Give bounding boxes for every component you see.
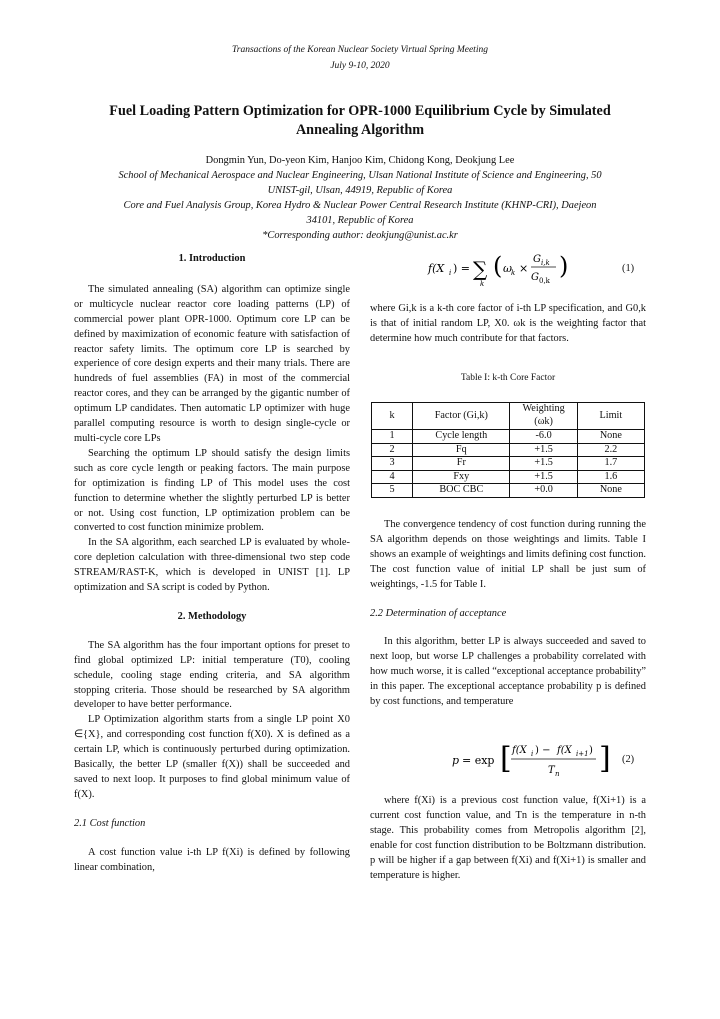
authors: Dongmin Yun, Do-yeon Kim, Hanjoo Kim, Chidong Kong, Deokjung Lee	[205, 155, 515, 166]
equation-2-number: (2)	[622, 754, 635, 765]
core-factor-table	[371, 402, 645, 498]
svg-text:i+1: i+1	[576, 750, 589, 758]
table-cell: 4	[372, 470, 413, 484]
svg-text:n: n	[555, 770, 560, 778]
table-cell: 1	[372, 430, 413, 444]
table-header-row	[372, 403, 645, 430]
equation-1-formula	[370, 248, 646, 288]
svg-text:i: i	[449, 269, 452, 277]
right-column-top	[370, 302, 646, 347]
intro-paragraph-1: The simulated annealing (SA) algorithm can optimize single or multicycle nuclear reactor core loading patterns (LP) of commercial power plant OPR-1000. Optimum core LP can be defined by maximization of economic feature with satisfaction of reactor safety limits. The optimum core LP is searched by experience of core design experts and their many trials. There are hundreds of fuel assemblies (FA) in most of the commercial reactor cores, and they can be arranged by the gigantic number of optimum LP candidates. Then automatic LP optimizer with huge parallel computing resource is worth to design single-cycle or multi-cycle core LPs	[74, 283, 350, 444]
table-cell: 1.6	[577, 470, 644, 484]
svg-text:]: ]	[599, 741, 611, 776]
svg-text:T: T	[548, 765, 555, 776]
table-cell: Fr	[413, 457, 510, 471]
methodology-paragraph-1: The SA algorithm has the four important options for preset to find global optimized LP: initial temperature (T0), cooling schedule, cooling stage ending criteria, and SA algorithm stopping criteria. Those should be researched by SA algorithm developer to have better performance.	[74, 639, 350, 711]
intro-paragraph-2: Searching the optimum LP should satisfy the design limits such as core cycle length or peaking factors. The main purpose for optimization is finding LP of This model uses the cost function to determine whether the slightly perturbed LP is better or not. Using cost function, LP optimization problem can be converted to cost function minimize problem.	[74, 447, 350, 534]
svg-text:(: (	[493, 252, 503, 280]
table-cell: +1.5	[510, 443, 577, 457]
table-cell: +1.5	[510, 457, 577, 471]
table-row	[372, 457, 645, 471]
title-line-2: Annealing Algorithm	[295, 122, 425, 138]
svg-text:i,k: i,k	[541, 259, 550, 267]
right-column-bottom	[370, 794, 646, 883]
svg-text:k: k	[511, 269, 516, 277]
svg-text:i: i	[531, 750, 534, 758]
svg-text:p: p	[452, 754, 460, 767]
table-header-cell: k	[372, 403, 413, 430]
acceptance-paragraph: In this algorithm, better LP is always succeeded and saved to next loop, but worse LP challenges a probability correlated with how much worse, it is called “exceptional acceptance probability” in this paper. The exceptional acceptance probability p is defined by cost functions, and temperature	[370, 636, 646, 708]
table-row	[372, 430, 645, 444]
equation-2-formula	[370, 738, 646, 782]
right-column-middle	[370, 518, 646, 710]
corresponding-author: *Corresponding author: deokjung@unist.ac.kr	[262, 230, 458, 241]
table-cell: None	[577, 484, 644, 498]
affiliation-b-line-1: Core and Fuel Analysis Group, Korea Hydro & Nuclear Power Central Research Institute (KHNP-CRI), Daejeon	[123, 200, 597, 211]
title-line-1: Fuel Loading Pattern Optimization for OPR-1000 Equilibrium Cycle by Simulated	[109, 103, 611, 119]
svg-text:×: ×	[519, 262, 529, 275]
svg-text:∑: ∑	[473, 257, 488, 281]
paper-title	[70, 102, 650, 140]
affiliation-a-line-1: School of Mechanical Aerospace and Nuclear Engineering, Ulsan National Institute of Science and Engineering, 50	[118, 170, 602, 181]
table-cell: 2	[372, 443, 413, 457]
svg-text:f(X: f(X	[512, 745, 527, 756]
svg-text:): )	[559, 252, 569, 280]
table-header-cell: Factor (Gi,k)	[413, 403, 510, 430]
affiliation-b-line-2: 34101, Republic of Korea	[306, 215, 414, 226]
intro-paragraph-3: In the SA algorithm, each searched LP is evaluated by whole-core depletion calculation with three-dimensional two step code STREAM/RAST-K, which is developed in UNIST [1]. LP optimization and SA script is coded by Python.	[74, 537, 350, 594]
table-row	[372, 470, 645, 484]
svg-text:) =: ) =	[453, 262, 471, 275]
svg-text:f(X: f(X	[428, 262, 445, 275]
table-caption: Table I: k-th Core Factor	[460, 373, 556, 383]
svg-text:[: [	[500, 741, 512, 776]
equation-1-description: where Gi,k is a k-th core factor of i-th LP specification, and G0,k is that of initial random LP, X0. ωk is the weighting factor that determine how much contribute for that factors.	[370, 303, 646, 344]
section-heading-methodology: 2. Methodology	[177, 610, 247, 622]
convergence-paragraph: The convergence tendency of cost function during running the SA algorithm depends on those weightings and limits. Table I shows an example of weightings and limits defining cost function. The cost function value of initial LP shall be just sum of weightings, -1.5 for Table I.	[370, 519, 646, 590]
table-cell: -6.0	[510, 430, 577, 444]
affiliation-a-line-2: UNIST-gil, Ulsan, 44919, Republic of Korea	[267, 185, 453, 196]
equation-1	[370, 248, 646, 288]
table-cell: Cycle length	[413, 430, 510, 444]
table-row	[372, 443, 645, 457]
svg-text:G: G	[531, 272, 539, 283]
affiliation-a	[40, 168, 680, 198]
equation-2-description: where f(Xi) is a previous cost function value, f(Xi+1) is a current cost function value, and Tn is the temperature in n-th stage. This probability comes from Metropolis algorithm [2], enable for cost function distribution to be Boltzmann distribution. p will be higher if a gap between f(Xi) and f(Xi+1) is smaller and temperature is higher.	[370, 795, 646, 881]
meeting-date: July 9-10, 2020	[330, 61, 390, 71]
table-cell: Fxy	[413, 470, 510, 484]
methodology-paragraph-2: LP Optimization algorithm starts from a single LP point X0 ∈{X}, and corresponding cost function f(X0). X is defined as a certain LP, which is continuously perturbed during optimization. Basically, the better LP (smaller f(X)) shall be succeeded and saved to next loop. It purposes to find global minimum value of f(X).	[74, 714, 350, 800]
table-header-cell: Weighting (ωk)	[510, 403, 577, 430]
table-cell: +0.0	[510, 484, 577, 498]
section-heading-introduction: 1. Introduction	[178, 253, 246, 264]
svg-text:k: k	[480, 280, 485, 288]
subsection-cost-function: 2.1 Cost function	[74, 817, 146, 829]
table-cell: 2.2	[577, 443, 644, 457]
equation-2	[370, 738, 646, 782]
table-cell: 5	[372, 484, 413, 498]
table-row	[372, 484, 645, 498]
svg-text:= exp: = exp	[462, 754, 495, 767]
left-column	[74, 252, 350, 876]
table-cell: BOC CBC	[413, 484, 510, 498]
equation-1-number: (1)	[622, 263, 635, 274]
table-cell: 1.7	[577, 457, 644, 471]
table-cell: None	[577, 430, 644, 444]
affiliation-b	[40, 198, 680, 228]
table-cell: +1.5	[510, 470, 577, 484]
subsection-acceptance: 2.2 Determination of acceptance	[370, 607, 507, 619]
table-header-cell: Limit	[577, 403, 644, 430]
table-cell: Fq	[413, 443, 510, 457]
table-cell: 3	[372, 457, 413, 471]
journal-header: Transactions of the Korean Nuclear Society Virtual Spring Meeting	[232, 45, 488, 55]
svg-text:0,k: 0,k	[539, 277, 550, 285]
svg-text:f(X: f(X	[557, 745, 572, 756]
svg-text:): )	[589, 745, 593, 756]
svg-text:ω: ω	[503, 262, 512, 275]
svg-text:G: G	[533, 254, 541, 265]
cost-function-paragraph: A cost function value i-th LP f(Xi) is defined by following linear combination,	[74, 846, 350, 873]
svg-text:) −: ) −	[535, 745, 551, 756]
